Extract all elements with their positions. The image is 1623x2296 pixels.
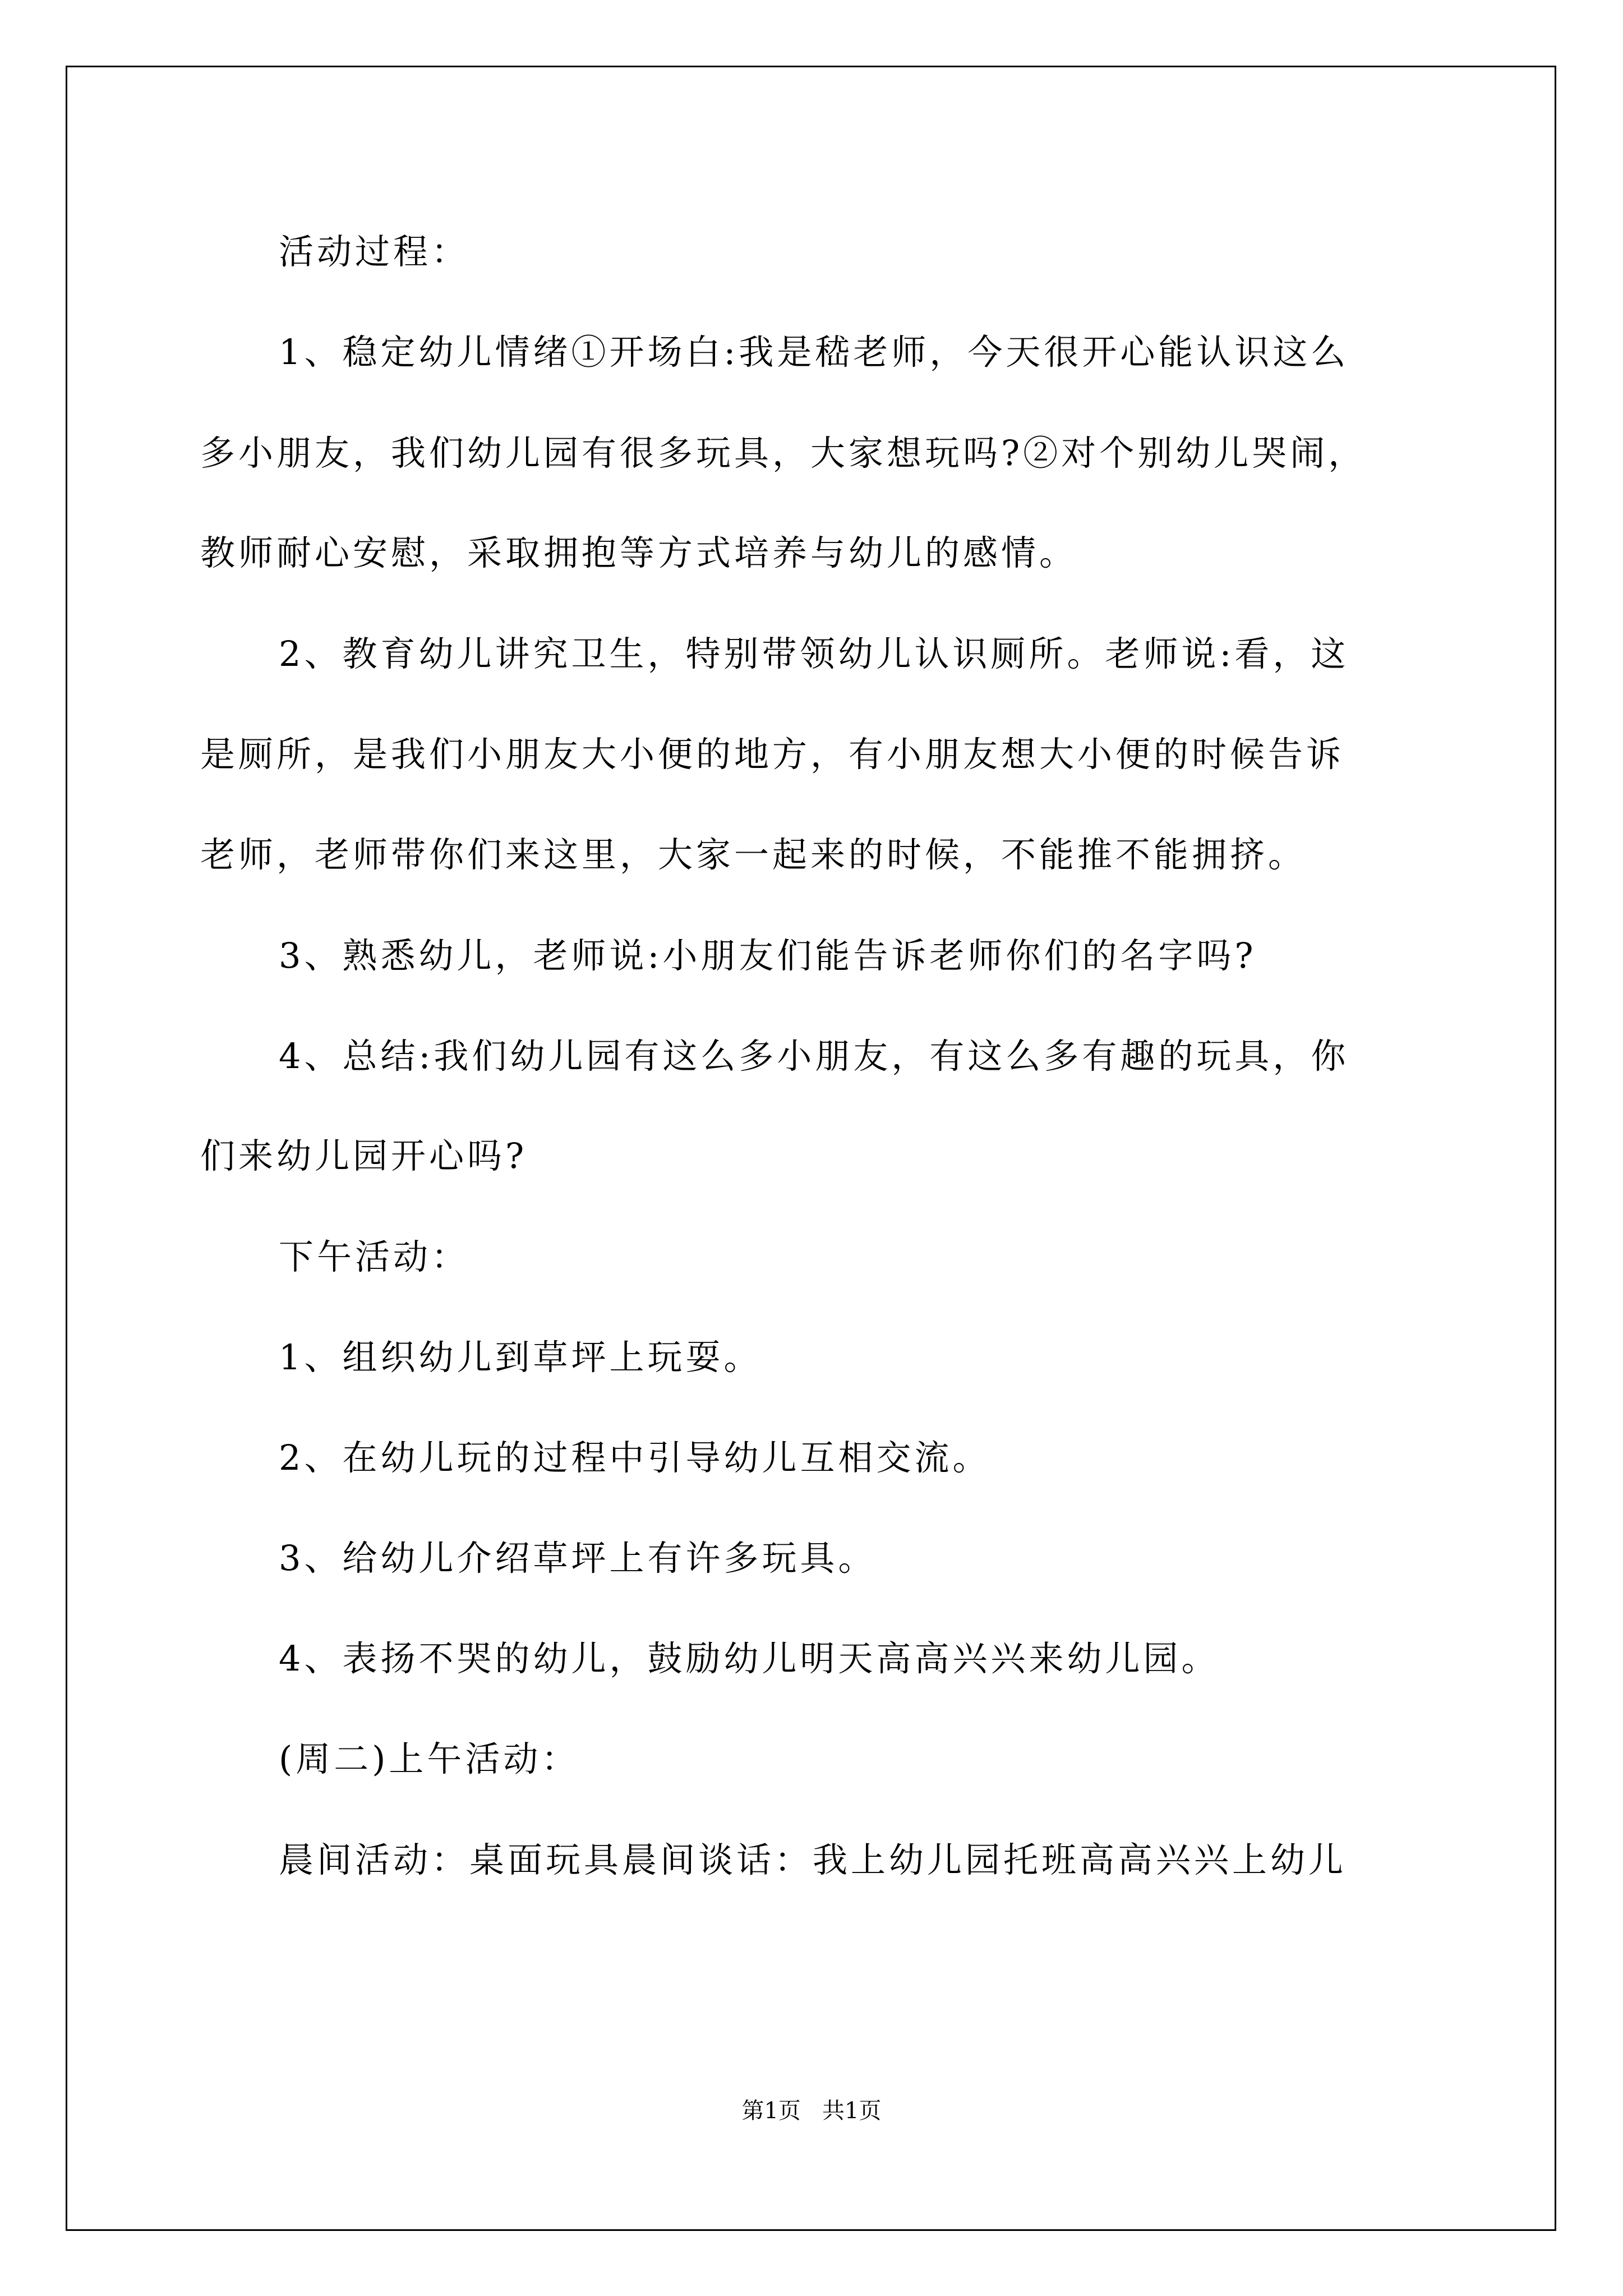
text-line: 晨间活动：桌面玩具晨间谈话：我上幼儿园托班高高兴兴上幼儿	[279, 1839, 1347, 1880]
text-line: 4、表扬不哭的幼儿，鼓励幼儿明天高高兴兴来幼儿园。	[279, 1638, 1220, 1679]
text-line: (周二)上午活动：	[279, 1738, 580, 1779]
text-line: 是厕所，是我们小朋友大小便的地方，有小朋友想大小便的时候告诉	[200, 734, 1345, 775]
text-line: 2、在幼儿玩的过程中引导幼儿互相交流。	[279, 1437, 991, 1478]
text-line: 教师耐心安慰，采取拥抱等方式培养与幼儿的感情。	[200, 532, 1078, 573]
text-line: 多小朋友，我们幼儿园有很多玩具，大家想玩吗?②对个别幼儿哭闹，	[200, 432, 1367, 473]
text-line: 们来幼儿园开心吗?	[200, 1135, 528, 1176]
text-line: 4、总结:我们幼儿园有这么多小朋友，有这么多有趣的玩具，你	[279, 1036, 1349, 1076]
text-line: 3、熟悉幼儿，老师说:小朋友们能告诉老师你们的名字吗?	[279, 935, 1257, 976]
text-line: 2、教育幼儿讲究卫生，特别带领幼儿认识厕所。老师说:看，这	[279, 633, 1349, 674]
text-line: 下午活动：	[279, 1236, 470, 1277]
text-line: 老师，老师带你们来这里，大家一起来的时候，不能推不能拥挤。	[200, 834, 1307, 875]
text-line: 3、给幼儿介绍草坪上有许多玩具。	[279, 1538, 877, 1579]
page-footer: 第1页 共1页	[741, 2098, 882, 2124]
text-line: 1、组织幼儿到草坪上玩耍。	[279, 1337, 762, 1378]
text-line: 1、稳定幼儿情绪①开场白:我是嵇老师，今天很开心能认识这么	[279, 332, 1349, 372]
text-line: 活动过程：	[279, 231, 470, 272]
